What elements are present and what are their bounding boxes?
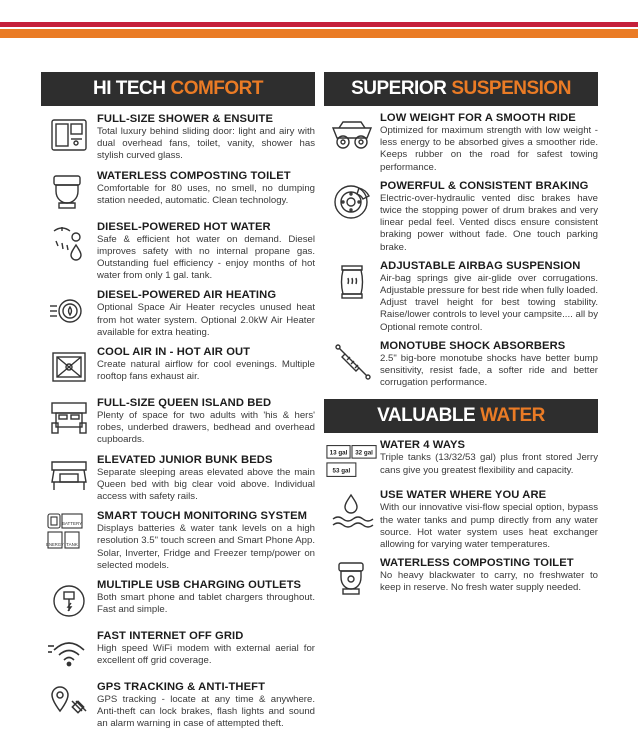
comfort-banner — [41, 72, 315, 106]
suspension-water-column — [324, 72, 598, 601]
feature-water-4-ways — [324, 439, 598, 483]
feature-desc: Safe & efficient hot water on demand. Diesel improves safety with no internal propane gas. Outstanding fuel efficiency - enjoy months of hot water from only 1 gal. tank. — [97, 233, 315, 282]
feature-title: COOL AIR IN - HOT AIR OUT — [97, 346, 251, 359]
feature-queen-bed — [41, 397, 315, 447]
feature-internet — [41, 630, 315, 674]
feature-cool-air — [41, 346, 315, 390]
shock-absorber-icon — [324, 340, 380, 384]
tank-label-32: 32 gal — [355, 450, 373, 458]
feature-desc: Optional Space Air Heater recycles unused heat from hot water system. Optional 2.0kW Air Heater available for extra heating. — [97, 302, 315, 338]
composting-toilet-icon — [324, 557, 380, 601]
usb-icon — [41, 579, 97, 623]
feature-title: MONOTUBE SHOCK ABSORBERS — [380, 339, 566, 352]
banner-title-orange: SUSPENSION — [451, 78, 571, 99]
feature-title: ELEVATED JUNIOR BUNK BEDS — [97, 453, 273, 466]
feature-title: WATER 4 WAYS — [380, 439, 466, 452]
feature-desc: Optimized for maximum strength with low weight - less energy to be absorbed gives a smoother ride. Keeps rubber on the road for safest towing performance. — [380, 125, 598, 173]
banner-title-white: VALUABLE — [377, 405, 476, 427]
red-stripe — [0, 22, 638, 27]
feature-desc: GPS tracking - locate at any time & anywhere. Anti-theft can lock brakes, flash lights and sound an alarm warning in case of attempted theft. — [97, 694, 315, 730]
banner-title-orange: COMFORT — [170, 78, 264, 99]
feature-title: MULTIPLE USB CHARGING OUTLETS — [97, 579, 302, 592]
feature-desc: Separate sleeping areas elevated above the main Queen bed with big clear void above. Individual access with safety rails. — [97, 466, 315, 503]
feature-hot-water — [41, 221, 315, 283]
feature-bunk-beds — [41, 454, 315, 504]
orange-stripe — [0, 29, 638, 38]
chassis-icon — [324, 112, 380, 156]
feature-desc: Plenty of space for two adults with 'his & hers' robes, underbed drawers, bedhead and overhead cupboards. — [97, 410, 315, 446]
airbag-icon — [324, 260, 380, 304]
feature-toilet — [41, 170, 315, 214]
feature-title: SMART TOUCH MONITORING SYSTEM — [97, 510, 308, 523]
feature-desc: No heavy blackwater to carry, no freshwater to keep in reserve. No fresh water supply needed. — [380, 570, 598, 594]
feature-desc: Triple tanks (13/32/53 gal) plus front stored Jerry cans give you greatest flexibility and capacity. — [380, 452, 598, 476]
feature-desc: Air-bag springs give air-glide over corrugations. Adjustable pressure for best ride when fully loaded. Adjust travel height for best towing stability. Raise/lower controls to level your campsite.... all by Optional remote control. — [380, 272, 598, 333]
feature-use-water — [324, 489, 598, 551]
water-banner — [324, 399, 598, 433]
bed-icon — [41, 397, 97, 441]
feature-low-weight — [324, 112, 598, 174]
feature-title: WATERLESS COMPOSTING TOILET — [97, 169, 291, 182]
roof-fan-icon — [41, 346, 97, 390]
feature-desc: 2.5" big-bore monotube shocks have better bump sensitivity, resist fade, a softer ride and better corrugation performance. — [380, 352, 598, 389]
feature-gps — [41, 681, 315, 731]
bunk-bed-icon — [41, 454, 97, 498]
banner-title-white: SUPERIOR — [351, 78, 447, 99]
feature-desc: Displays batteries & water tank levels on a high resolution 3.5" touch screen and Smart Phone App. Solar, Inverter, Fridge and Freezer temp/power on selected models. — [97, 523, 315, 571]
air-heater-icon — [41, 289, 97, 333]
shower-icon — [41, 113, 97, 157]
feature-air-heating — [41, 289, 315, 339]
feature-title: FAST INTERNET OFF GRID — [97, 630, 244, 643]
feature-desc: High speed WiFi modem with external aerial for excellent off grid coverage. — [97, 643, 315, 667]
feature-title: LOW WEIGHT FOR A SMOOTH RIDE — [380, 112, 576, 124]
feature-shock — [324, 340, 598, 390]
water-tanks-icon — [324, 439, 380, 483]
tank-label-13: 13 gal — [329, 450, 348, 458]
feature-shower — [41, 113, 315, 163]
feature-braking — [324, 180, 598, 254]
feature-desc: Both smart phone and tablet chargers throughout. Fast and simple. — [97, 592, 315, 616]
icon-label-energy: ENERGY — [46, 542, 64, 548]
banner-title-white: HI TECH — [92, 78, 166, 99]
smart-monitor-icon — [41, 510, 97, 554]
icon-label-battery: BATTERY — [61, 521, 83, 527]
tank-label-53: 53 gal — [332, 468, 351, 476]
feature-title: ADJUSTABLE AIRBAG SUSPENSION — [380, 259, 581, 272]
feature-airbag — [324, 260, 598, 334]
feature-usb — [41, 579, 315, 623]
icon-label-tank: TANK — [66, 542, 78, 548]
feature-title: FULL-SIZE QUEEN ISLAND BED — [97, 397, 272, 410]
feature-desc: Create natural airflow for cool evenings. Multiple rooftop fans exhaust air. — [97, 359, 315, 383]
toilet-icon — [41, 170, 97, 214]
water-flow-icon — [324, 489, 380, 533]
gps-icon — [41, 681, 97, 725]
suspension-banner — [324, 72, 598, 106]
feature-composting-toilet — [324, 557, 598, 601]
feature-title: GPS TRACKING & ANTI-THEFT — [97, 681, 266, 694]
feature-desc: Comfortable for 80 uses, no smell, no dumping station needed, automatic. Clean technology. — [97, 182, 315, 206]
feature-title: WATERLESS COMPOSTING TOILET — [380, 557, 574, 570]
disc-brake-icon — [324, 180, 380, 224]
feature-title: FULL-SIZE SHOWER & ENSUITE — [97, 113, 274, 125]
feature-title: POWERFUL & CONSISTENT BRAKING — [380, 179, 589, 192]
feature-desc: Total luxury behind sliding door: light and airy with dual overhead fans, toilet, vanity, shower has stylish curved glass. — [97, 126, 315, 162]
feature-title: USE WATER WHERE YOU ARE — [380, 489, 547, 502]
feature-smart-touch — [41, 510, 315, 572]
banner-title-orange: WATER — [480, 405, 545, 427]
top-margin — [0, 0, 638, 22]
feature-title: DIESEL-POWERED AIR HEATING — [97, 289, 277, 302]
hot-water-icon — [41, 221, 97, 265]
feature-desc: Electric-over-hydraulic vented disc brakes have twice the stopping power of drum brakes and very linear pedal feel. Vented discs ensure consistent braking power without fade. One touch parking brake. — [380, 192, 598, 253]
comfort-column — [41, 72, 315, 731]
wifi-icon — [41, 630, 97, 674]
feature-desc: With our innovative visi-flow special option, bypass the water tanks and pump directly from any water source. Hot water system uses heat exchanger allowing for varying water temperatures. — [380, 502, 598, 551]
feature-title: DIESEL-POWERED HOT WATER — [97, 220, 271, 233]
